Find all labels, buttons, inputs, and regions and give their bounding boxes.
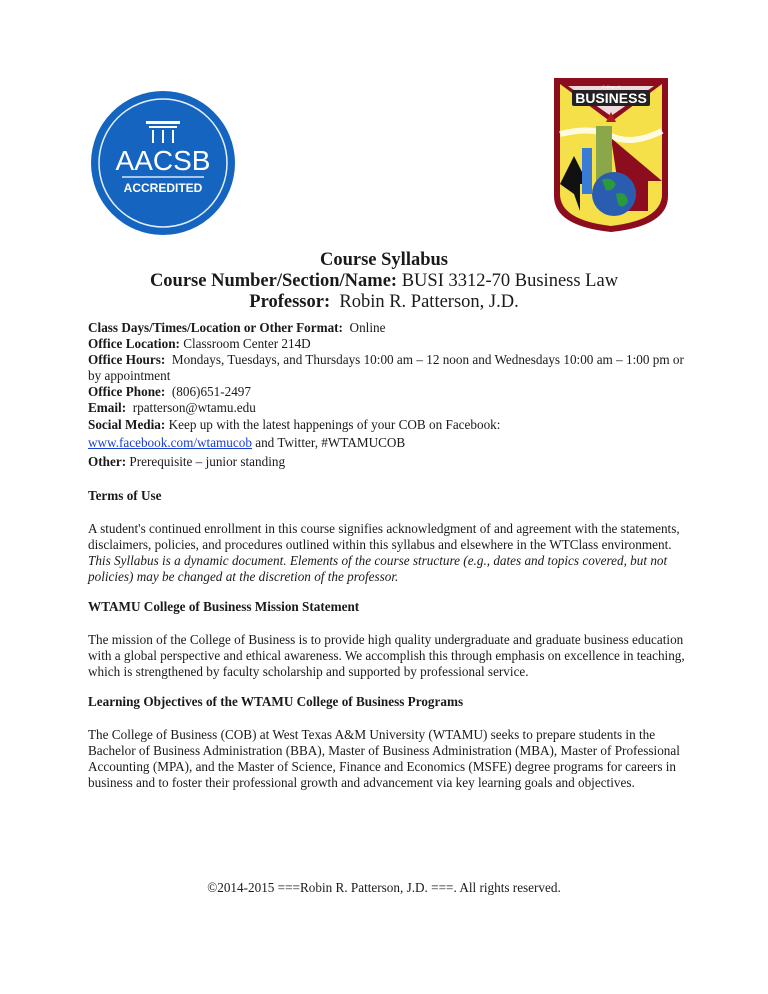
page-title: Course Syllabus: [320, 250, 448, 270]
office-phone-label: Office Phone:: [88, 384, 166, 399]
syllabus-body: [88, 320, 688, 791]
course-label: Course Number/Section/Name:: [149, 271, 398, 291]
terms-text: A student's continued enrollment in this course signifies acknowledgment of and agreement with the statements, disclaimers, policies, and procedures outlined within this syllabus and elsewhere in the WTClass environment.: [88, 521, 680, 552]
course-line: [0, 271, 768, 292]
svg-text:AACSB: AACSB: [115, 145, 211, 176]
objectives-paragraph: The College of Business (COB) at West Texas A&M University (WTAMU) seeks to prepare students in the Bachelor of Business Administration (BBA), Master of Business Administration (MBA), Master of Professional Accounting (MPA), and the Master of Science, Finance and Economics (MSFE) degree programs for careers in business and to foster their professional growth and advancement via key learning goals and objectives.: [88, 727, 680, 790]
email-row: [88, 400, 688, 416]
facebook-link[interactable]: www.facebook.com/wtamucob: [88, 435, 252, 450]
college-of-business-shield-logo: [552, 76, 670, 234]
terms-heading: Terms of Use: [88, 488, 162, 503]
social-media-label: Social Media:: [88, 417, 166, 432]
twitter-text: and Twitter, #WTAMUCOB: [251, 435, 406, 450]
office-location-label: Office Location:: [88, 336, 180, 351]
terms-paragraph: [88, 521, 688, 585]
svg-text:College of: College of: [601, 84, 621, 89]
other-label: Other:: [88, 454, 127, 469]
social-media-value: Keep up with the latest happenings of your COB on Facebook:: [165, 417, 501, 432]
aacsb-accredited-logo: [88, 88, 238, 238]
office-hours-row: [88, 352, 688, 384]
office-location-value: Classroom Center 214D: [179, 336, 311, 351]
social-media-row: [88, 416, 688, 452]
class-format-label: Class Days/Times/Location or Other Format:: [88, 320, 343, 335]
professor-line: [0, 292, 768, 313]
email-value: rpatterson@wtamu.edu: [126, 400, 256, 415]
course-value: BUSI 3312-70 Business Law: [397, 271, 619, 291]
terms-italic-text: This Syllabus is a dynamic document. Elements of the course structure (e.g., dates and topics covered, but not policies) may be changed at the discretion of the professor.: [88, 553, 668, 584]
office-hours-label: Office Hours:: [88, 352, 166, 367]
office-hours-value: Mondays, Tuesdays, and Thursdays 10:00 am – 12 noon and Wednesdays 10:00 am – 1:00 pm or by appointment: [88, 352, 688, 383]
email-label: Email:: [88, 400, 127, 415]
other-row: [88, 454, 688, 470]
other-value: Prerequisite – junior standing: [126, 454, 286, 469]
class-format-value: Online: [342, 320, 386, 335]
class-format-row: [88, 320, 688, 336]
syllabus-header: [0, 250, 768, 313]
office-phone-value: (806)651-2497: [165, 384, 251, 399]
professor-value: Robin R. Patterson, J.D.: [330, 292, 519, 312]
mission-paragraph: The mission of the College of Business is to provide high quality undergraduate and graduate business education with a global perspective and ethical awareness. We accomplish this through emphasis on excellence in teaching, which is strengthened by faculty scholarship and supported by professional service.: [88, 632, 685, 679]
office-location-row: [88, 336, 688, 352]
mission-heading: WTAMU College of Business Mission Statement: [88, 599, 360, 614]
objectives-heading: Learning Objectives of the WTAMU College of Business Programs: [88, 694, 464, 709]
svg-text:BUSINESS: BUSINESS: [575, 90, 647, 106]
professor-label: Professor:: [249, 292, 331, 312]
svg-text:ACCREDITED: ACCREDITED: [123, 181, 203, 195]
copyright-footer: ©2014-2015 ===Robin R. Patterson, J.D. ===. All rights reserved.: [207, 880, 561, 895]
office-phone-row: [88, 384, 688, 400]
